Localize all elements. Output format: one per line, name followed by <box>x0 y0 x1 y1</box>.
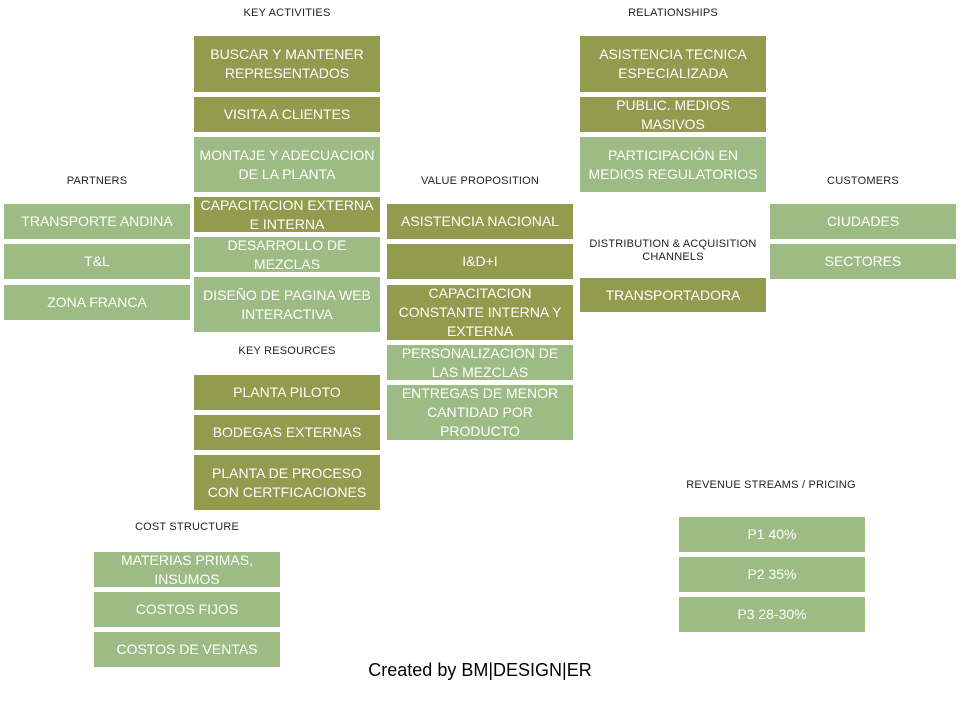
key-activity-box: DESARROLLO DE MEZCLAS <box>194 237 380 272</box>
cost-structure-header: COST STRUCTURE <box>134 521 240 533</box>
revenue-box: P2 35% <box>679 557 865 592</box>
value-proposition-box: ENTREGAS DE MENOR CANTIDAD POR PRODUCTO <box>387 385 573 440</box>
key-activity-box: VISITA A CLIENTES <box>194 97 380 132</box>
partner-box: ZONA FRANCA <box>4 285 190 320</box>
relationship-box: PARTICIPACIÓN EN MEDIOS REGULATORIOS <box>580 137 766 192</box>
footer-credit: Created by BM|DESIGN|ER <box>368 660 592 680</box>
key-resource-box: PLANTA DE PROCESO CON CERTFICACIONES <box>194 455 380 510</box>
key-activity-box: MONTAJE Y ADECUACION DE LA PLANTA <box>194 137 380 192</box>
relationship-box: PUBLIC. MEDIOS MASIVOS <box>580 97 766 132</box>
customer-box: SECTORES <box>770 244 956 279</box>
partners-header: PARTNERS <box>66 175 128 187</box>
partner-box: TRANSPORTE ANDINA <box>4 204 190 239</box>
value-proposition-box: CAPACITACION CONSTANTE INTERNA Y EXTERNA <box>387 285 573 340</box>
revenue-box: P3 28-30% <box>679 597 865 632</box>
cost-box: COSTOS FIJOS <box>94 592 280 627</box>
cost-box: COSTOS DE VENTAS <box>94 632 280 667</box>
customers-header: CUSTOMERS <box>827 175 899 187</box>
value-proposition-box: ASISTENCIA NACIONAL <box>387 204 573 239</box>
distribution-box: TRANSPORTADORA <box>580 278 766 312</box>
key-resource-box: PLANTA PILOTO <box>194 375 380 410</box>
partner-box: T&L <box>4 244 190 279</box>
key-activity-box: BUSCAR Y MANTENER REPRESENTADOS <box>194 36 380 92</box>
value-proposition-box: I&D+I <box>387 244 573 279</box>
distribution-header: DISTRIBUTION & ACQUISITION CHANNELS <box>589 238 757 263</box>
value-proposition-box: PERSONALIZACION DE LAS MEZCLAS <box>387 345 573 380</box>
relationship-box: ASISTENCIA TECNICA ESPECIALIZADA <box>580 36 766 92</box>
revenue-header: REVENUE STREAMS / PRICING <box>686 479 856 491</box>
key-resources-header: KEY RESOURCES <box>238 345 336 357</box>
customer-box: CIUDADES <box>770 204 956 239</box>
revenue-box: P1 40% <box>679 517 865 552</box>
value-proposition-header: VALUE PROPOSITION <box>420 175 540 187</box>
cost-box: MATERIAS PRIMAS, INSUMOS <box>94 552 280 587</box>
key-activity-box: CAPACITACION EXTERNA E INTERNA <box>194 197 380 232</box>
key-activities-header: KEY ACTIVITIES <box>243 7 331 19</box>
key-activity-box: DISEÑO DE PAGINA WEB INTERACTIVA <box>194 277 380 332</box>
relationships-header: RELATIONSHIPS <box>628 7 718 19</box>
key-resource-box: BODEGAS EXTERNAS <box>194 415 380 450</box>
